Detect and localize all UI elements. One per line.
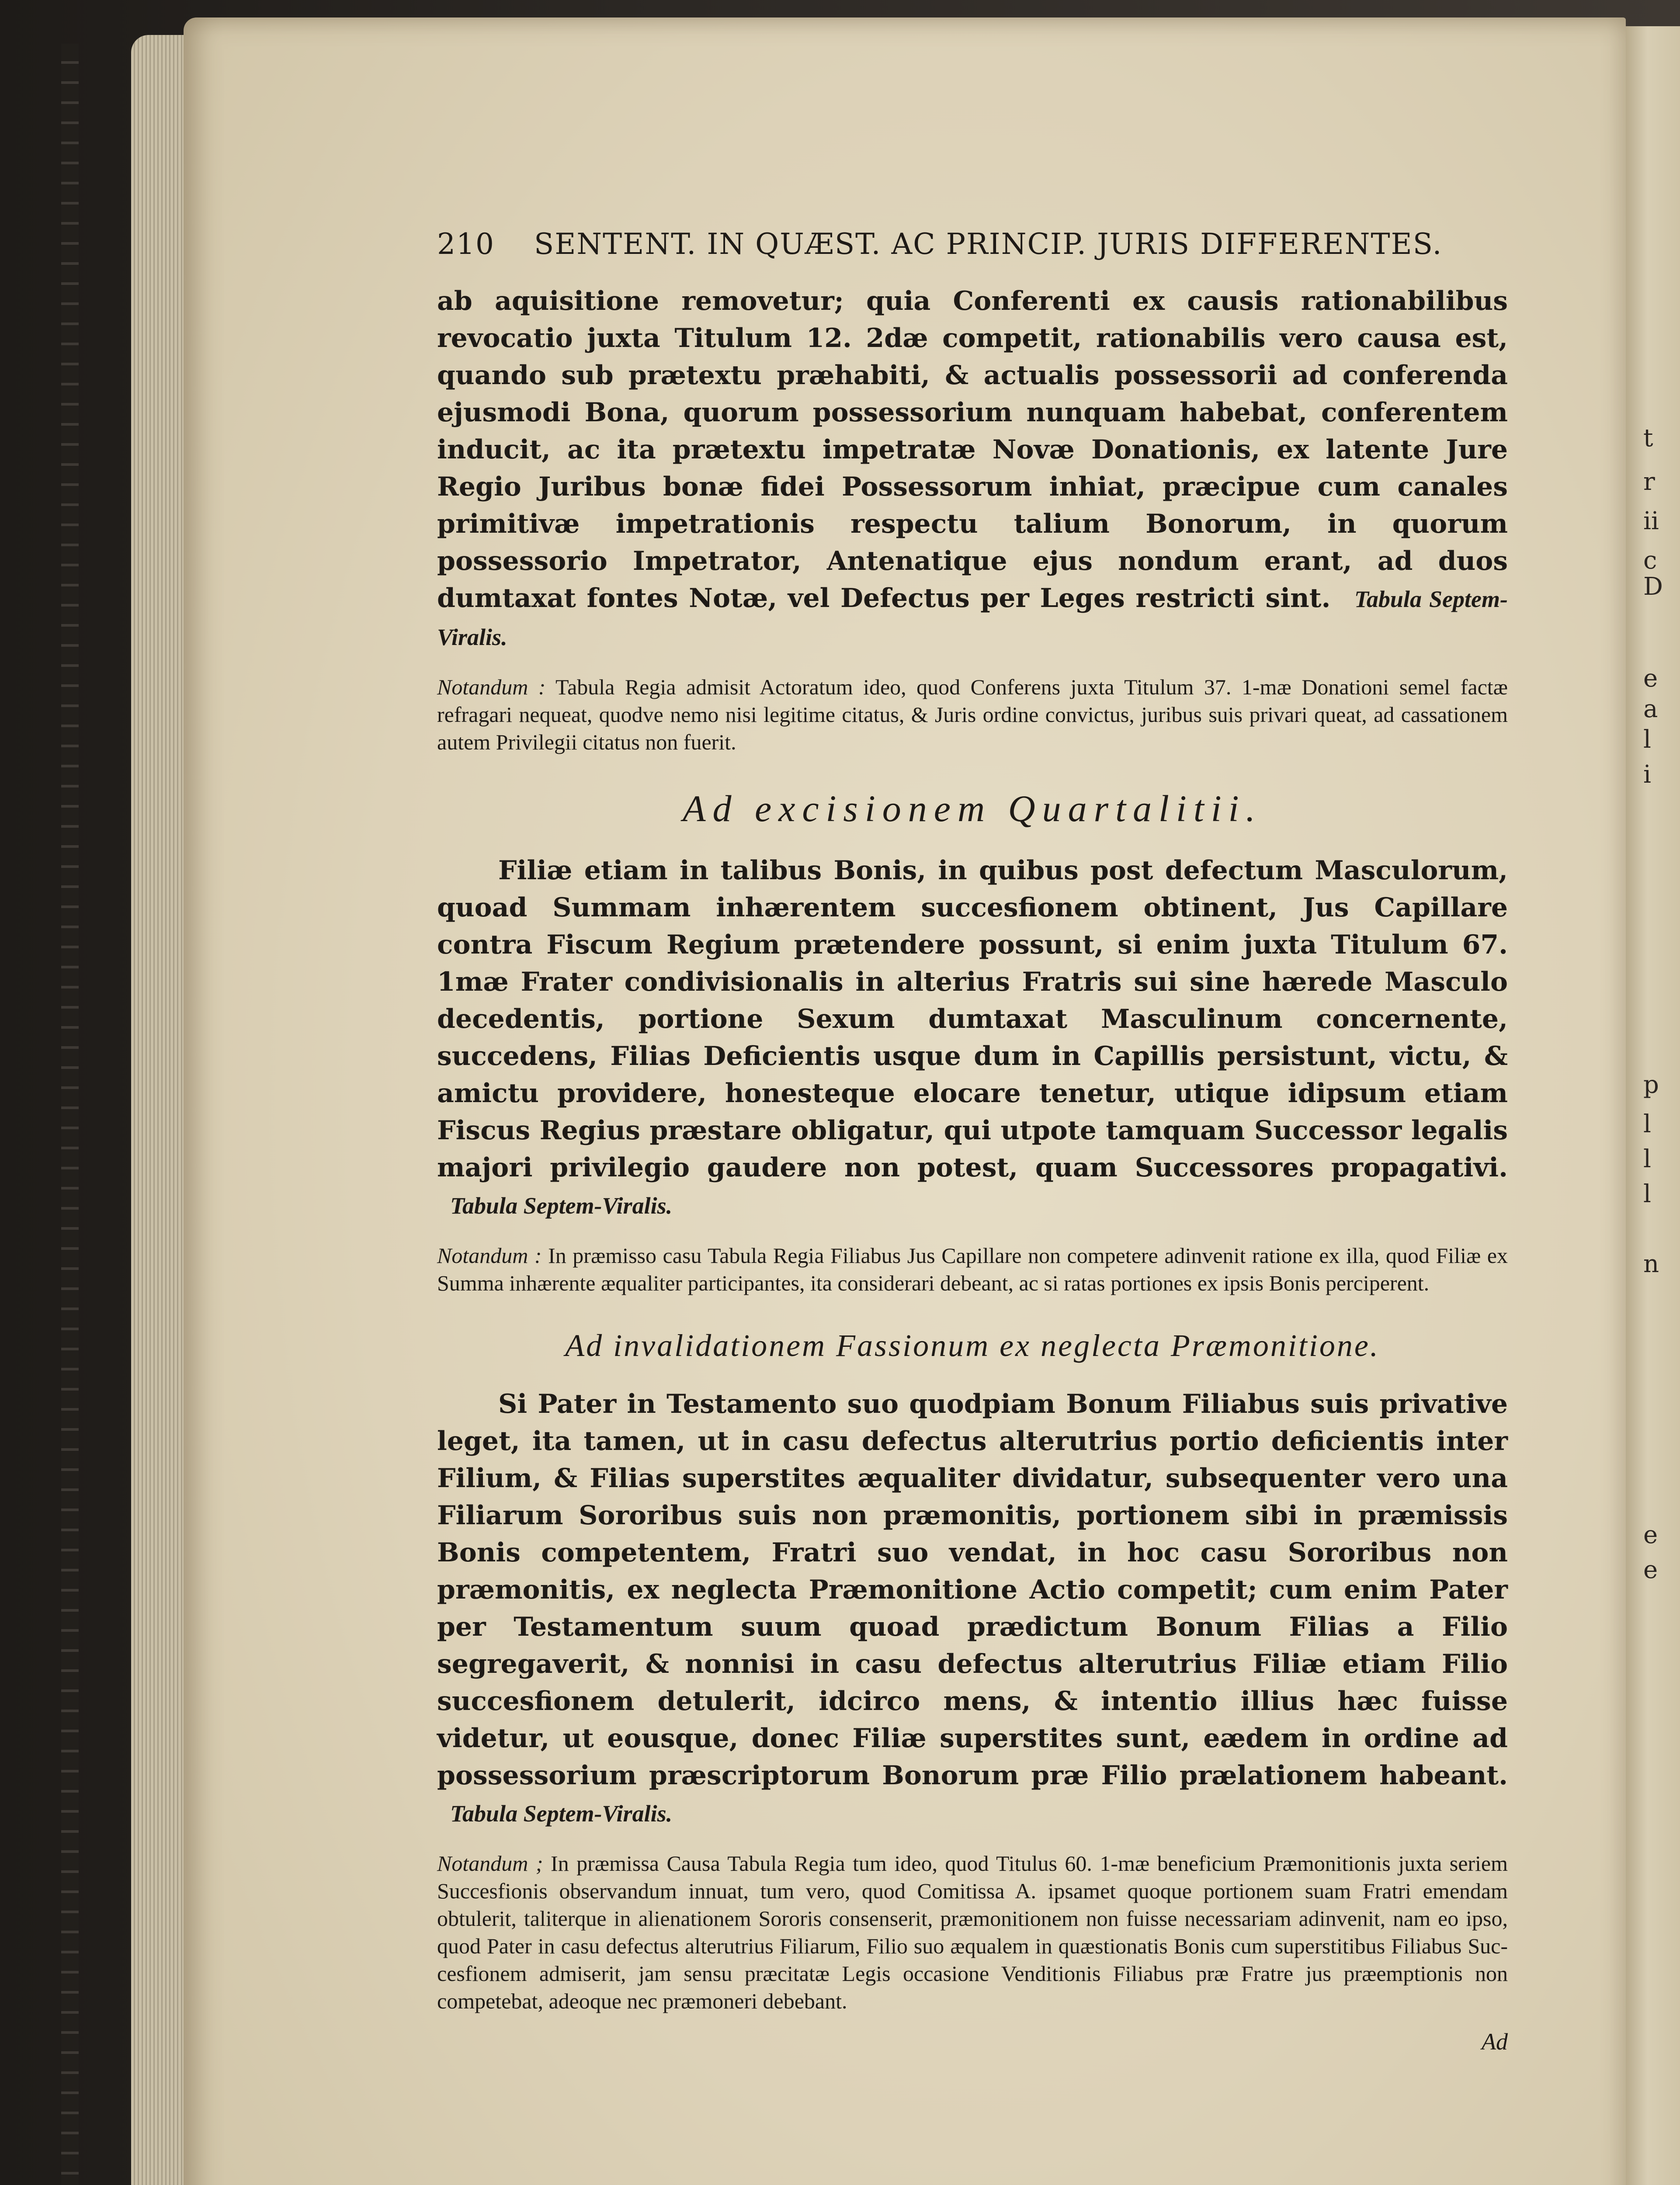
running-title: SENTENT. IN QUÆST. AC PRINCIP. JURIS DIFFERENTES. [534,227,1443,261]
note-1-text: Tabula Regia admisit Actoratum ideo, quod Conferens juxta Titulum 37. 1-mæ Donationi semel factæ refragari nequeat, quodve nemo nisi legitime citatus, & Juris ordine convictus, juribus suis privari queat, ad cassationem autem Privilegii citatus non fuerit. [437,675,1508,754]
adjacent-fragment: c [1643,546,1657,575]
paragraph-2 [437,852,1508,1224]
note-1-lead: Notandum : [437,675,546,699]
spine-binding [61,44,79,2185]
adjacent-fragment: l [1643,1145,1651,1173]
section-heading-2: Ad excisionem Quartalitii. [682,787,1262,829]
paragraph-2-text: Filiæ etiam in talibus Bonis, in quibus post defectum Masculorum, quoad Summam inhærentem succesfionem obtinent, Jus Capillare contra Fiscum Regium prætendere possunt, si enim juxta Titulum 67. 1mæ Frater condivisionalis in alterius Fratris sui sine hærede Masculo decedentis, portione Sexum dumtaxat Masculinum concernente, succedens, Filias Deficientis usque dum in Capillis persistunt, victu, & amictu providere, honesteque elocare tenetur, utique idipsum etiam Fiscus Regius præstare obligatur, qui utpote tamquam Successor legalis majori privilegio gaudere non potest, quam Successores propagativi. [437,855,1508,1183]
note-1 [437,673,1508,756]
running-head [437,227,1508,261]
adjacent-fragment: l [1643,1180,1651,1208]
adjacent-fragment: e [1643,1521,1658,1549]
adjacent-fragment: a [1643,695,1658,723]
adjacent-fragment: e [1643,1556,1658,1584]
paragraph-3-text: Si Pater in Testamento suo quodpiam Bonum Filiabus suis privative leget, ita tamen, ut in casu defectus alterutrius portio deficientis inter Filium, & Filias superstites æqualiter dividatur, subsequenter vero una Filiarum Sororibus suis non præmonitis, portionem sibi in præmissis Bonis competentem, Fratri suo vendat, in hoc casu Sororibus non præmonitis, ex neglecta Præmonitione Actio competit; cum enim Pater per Testamentum suum quoad prædictum Bonum Filias a Filio segregaverit, & nonnisi in casu defectus alterutrius Filiæ etiam Filio succesfionem detulerit, idcirco mens, & intentio illius hæc fuisse videtur, ut eousque, donec Filiæ superstites sunt, eædem in ordine ad possessorium præscriptorum Bonorum præ Filio prælationem habeant. [437,1389,1508,1791]
page-content [437,227,1508,2055]
tabula-citation-3: Tabula Septem-Viralis. [450,1800,673,1827]
note-2-text: In præmisso casu Tabula Regia Filiabus Jus Capillare non competere adinvenit ratione ex illa, quod Filiæ ex Summa inhærente æqualiter participantes, ita considerari debeant, ac si ratas portiones ex ipsis Bonis perciperent. [437,1243,1508,1295]
paragraph-3 [437,1386,1508,1832]
adjacent-fragment: p [1643,1071,1659,1099]
note-3-lead: Notandum ; [437,1851,543,1876]
adjacent-fragment: e [1643,664,1658,693]
adjacent-fragment: l [1643,1110,1651,1138]
note-2 [437,1242,1508,1297]
note-2-lead: Notandum : [437,1243,542,1268]
adjacent-fragment: i [1643,760,1651,789]
tabula-citation-1: Tabula Septem-Viralis. [437,586,1508,650]
adjacent-fragment: r [1643,468,1655,496]
note-3 [437,1850,1508,2015]
page-number: 210 [437,227,495,261]
adjacent-fragment: t [1643,424,1653,452]
adjacent-fragment: l [1643,725,1651,754]
catchword: Ad [1482,2029,1508,2055]
adjacent-page-edge [1626,26,1680,2185]
section-heading-3: Ad invalidationem Fassionum ex neglecta Præmonitione. [565,1328,1380,1363]
adjacent-fragment: D [1643,572,1663,601]
tabula-citation-2: Tabula Septem-Viralis. [450,1193,673,1219]
adjacent-fragment: ii [1643,507,1659,535]
paragraph-1 [437,283,1508,656]
note-3-text: In præmissa Causa Tabula Regia tum ideo, quod Titulus 60. 1-mæ beneficium Præmonitionis juxta seriem Succesfionis observandum innuat, tum vero, quod Comitissa A. ipsamet quoque portionem suam Fratri emendam obtulerit, taliterque in alienationem Sororis consenserit, præmonitionem non fuisse necessariam adinvenit, nam eo ipso, quod Pater in casu defectus alterutrius Filiarum, Filio suo æqualem in quæstionatis Bonis cum superstitibus Filiabus Suc-cesfionem admiserit, jam sensu præcitatæ Legis occasione Venditionis Filiabus præ Fratre jus præemptionis non competebat, adeoque nec præmoneri debebant. [437,1851,1508,2013]
adjacent-fragment: n [1643,1250,1659,1278]
paragraph-1-text: ab aquisitione removetur; quia Conferenti ex causis rationabilibus revocatio juxta Titulum 12. 2dæ competit, rationabilis vero causa est, quando sub prætextu præhabiti, & actualis possessorii ad conferenda ejusmodi Bona, quorum possessorium nunquam habebat, conferentem inducit, ac ita prætextu impetratæ Novæ Donationis, ex latente Jure Regio Juribus bonæ fidei Possessorum inhiat, præcipue cum canales primitivæ impetrationis respectu talium Bonorum, in quorum possessorio Impetrator, Antenatique ejus nondum erant, ad duos dumtaxat fontes Notæ, vel Defectus per Leges restricti sint. [437,286,1508,614]
